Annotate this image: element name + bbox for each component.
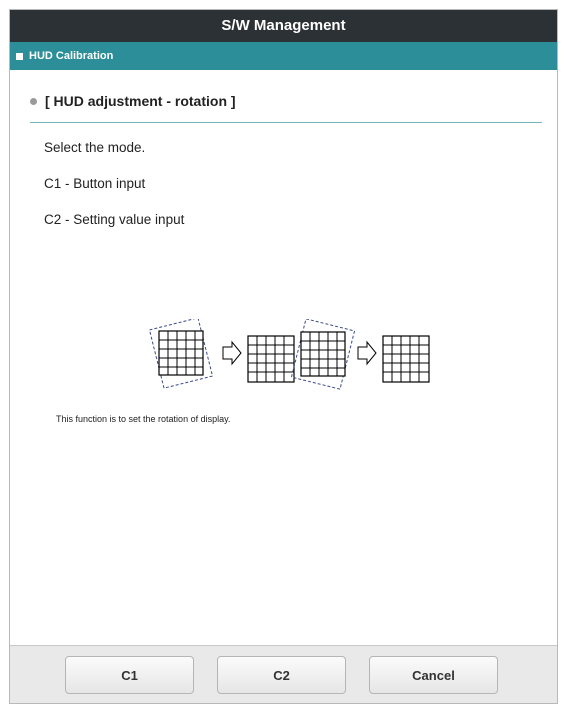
- arrow-right-icon: [358, 342, 376, 364]
- mode-heading: [30, 93, 557, 109]
- c1-button[interactable]: C1: [65, 656, 194, 694]
- rotated-grid-icon: [290, 319, 356, 390]
- rotation-diagram: [147, 319, 430, 392]
- square-icon: [16, 53, 23, 60]
- arrow-right-icon: [223, 342, 241, 364]
- instruction-c2: C2 - Setting value input: [44, 212, 185, 227]
- instruction-c1: C1 - Button input: [44, 176, 146, 191]
- function-description: This function is to set the rotation of display.: [56, 414, 231, 424]
- aligned-grid-icon: [383, 336, 429, 382]
- cancel-button[interactable]: Cancel: [369, 656, 498, 694]
- sw-management-dialog: [9, 9, 558, 704]
- section-label: HUD Calibration: [29, 50, 114, 62]
- c2-button[interactable]: C2: [217, 656, 346, 694]
- instruction-select-mode: Select the mode.: [44, 140, 146, 155]
- aligned-grid-icon: [248, 336, 294, 382]
- bullet-icon: [30, 98, 37, 105]
- heading-divider: [30, 122, 542, 123]
- window-title: S/W Management: [10, 10, 557, 42]
- section-header: [10, 42, 557, 70]
- heading-text: [ HUD adjustment - rotation ]: [45, 93, 236, 109]
- button-bar: [10, 645, 557, 703]
- rotated-grid-icon: [148, 319, 214, 389]
